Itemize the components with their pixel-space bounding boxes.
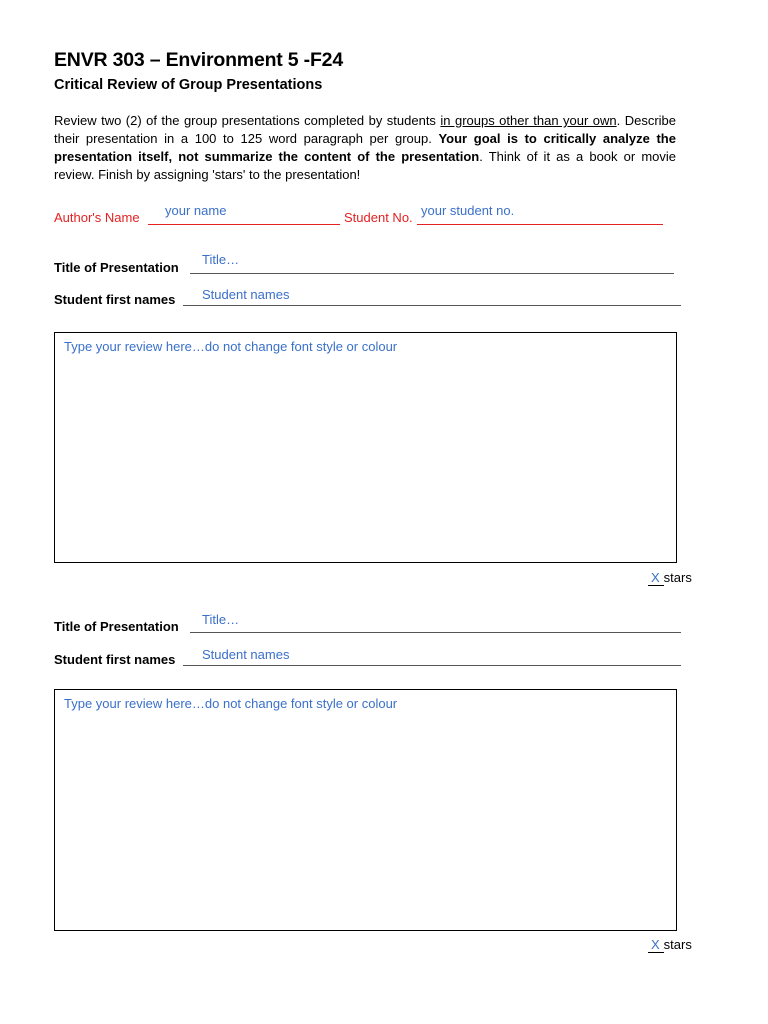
instructions-paragraph [54, 112, 676, 184]
presentation-title-label: Title of Presentation [54, 260, 179, 275]
student-names-label: Student first names [54, 652, 176, 667]
presentation-title-field[interactable]: Title… [202, 612, 240, 627]
review-text-box[interactable] [54, 332, 677, 563]
author-name-underline [148, 224, 340, 225]
star-rating [648, 937, 692, 953]
student-names-underline [183, 665, 681, 666]
student-names-underline [183, 305, 681, 306]
document-subtitle: Critical Review of Group Presentations [54, 77, 323, 93]
presentation-title-label: Title of Presentation [54, 619, 179, 634]
author-name-label: Author's Name [54, 210, 140, 225]
presentation-title-field[interactable]: Title… [202, 252, 240, 267]
student-names-label: Student first names [54, 292, 176, 307]
instructions-text-2: . Describe their presentation in a 100 to 125 word paragraph per group. [54, 113, 676, 146]
student-no-field[interactable]: your student no. [421, 203, 515, 218]
star-rating-label: stars [663, 937, 692, 952]
presentation-title-underline [190, 273, 674, 274]
instructions-underlined-text: in groups other than your own [440, 113, 617, 128]
review-placeholder: Type your review here…do not change font style or colour [64, 696, 398, 711]
star-rating [648, 570, 692, 586]
star-rating-field[interactable]: X [648, 937, 664, 953]
student-names-field[interactable]: Student names [202, 287, 290, 302]
review-text-box[interactable] [54, 689, 677, 931]
star-rating-field[interactable]: X [648, 570, 664, 586]
student-no-underline [417, 224, 663, 225]
instructions-bold-text: Your goal is to critically analyze the presentation itself, not summarize the content of the presentation [54, 131, 676, 164]
review-placeholder: Type your review here…do not change font style or colour [64, 339, 398, 354]
star-rating-label: stars [663, 570, 692, 585]
presentation-title-underline [190, 632, 681, 633]
author-name-field[interactable]: your name [165, 203, 227, 218]
student-no-label: Student No. [344, 210, 413, 225]
student-names-field[interactable]: Student names [202, 647, 290, 662]
document-title: ENVR 303 – Environment 5 -F24 [54, 49, 343, 71]
instructions-text-3: . Think of it as a book or movie review. Finish by assigning 'stars' to the presentation! [54, 149, 676, 182]
instructions-text-1: Review two (2) of the group presentations completed by students [54, 113, 441, 128]
